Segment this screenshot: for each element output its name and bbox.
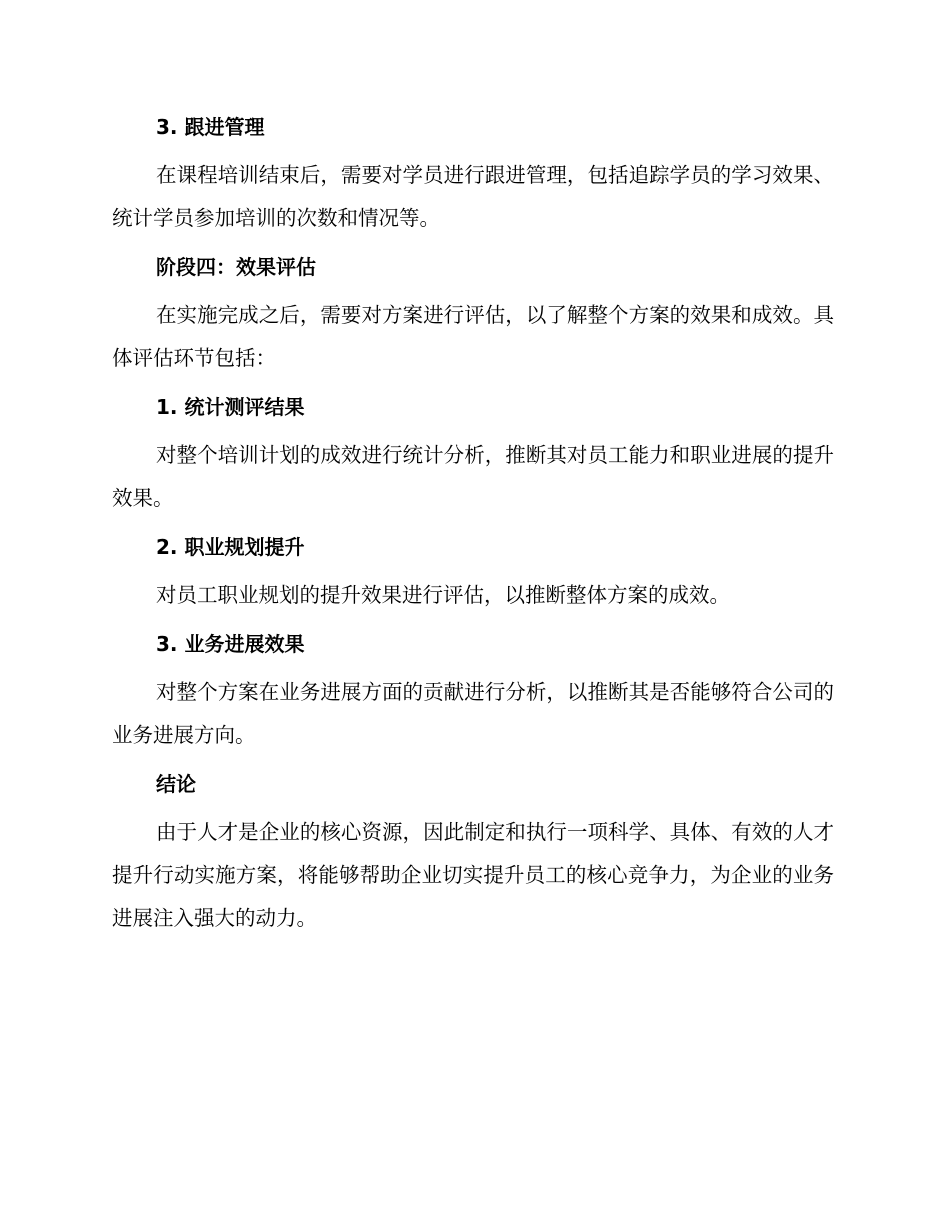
heading-career-planning: 2. 职业规划提升 [156,535,305,559]
heading-business-progress: 3. 业务进展效果 [156,632,305,656]
para-conclusion: 由于人才是企业的核心资源，因此制定和执行一项科学、具体、有效的人才提升行动实施方案，将能够帮助企业切实提升员工的核心竞争力，为企业的业务进展注入强大的动力。 [112,820,834,930]
para-career-planning: 对员工职业规划的提升效果进行评估，以推断整体方案的成效。 [156,583,730,607]
heading-stage-four: 阶段四：效果评估 [156,255,316,279]
para-statistics-results: 对整个培训计划的成效进行统计分析，推断其对员工能力和职业进展的提升效果。 [112,443,834,510]
heading-statistics-results: 1. 统计测评结果 [156,395,305,419]
para-stage-four: 在实施完成之后，需要对方案进行评估，以了解整个方案的效果和成效。具体评估环节包括： [112,303,834,370]
heading-conclusion: 结论 [156,772,196,796]
heading-follow-up-management: 3. 跟进管理 [156,115,265,139]
document-body [112,108,834,948]
para-follow-up-management: 在课程培训结束后，需要对学员进行跟进管理，包括追踪学员的学习效果、统计学员参加培训的次数和情况等。 [112,163,834,230]
para-business-progress: 对整个方案在业务进展方面的贡献进行分析，以推断其是否能够符合公司的业务进展方向。 [112,680,834,747]
